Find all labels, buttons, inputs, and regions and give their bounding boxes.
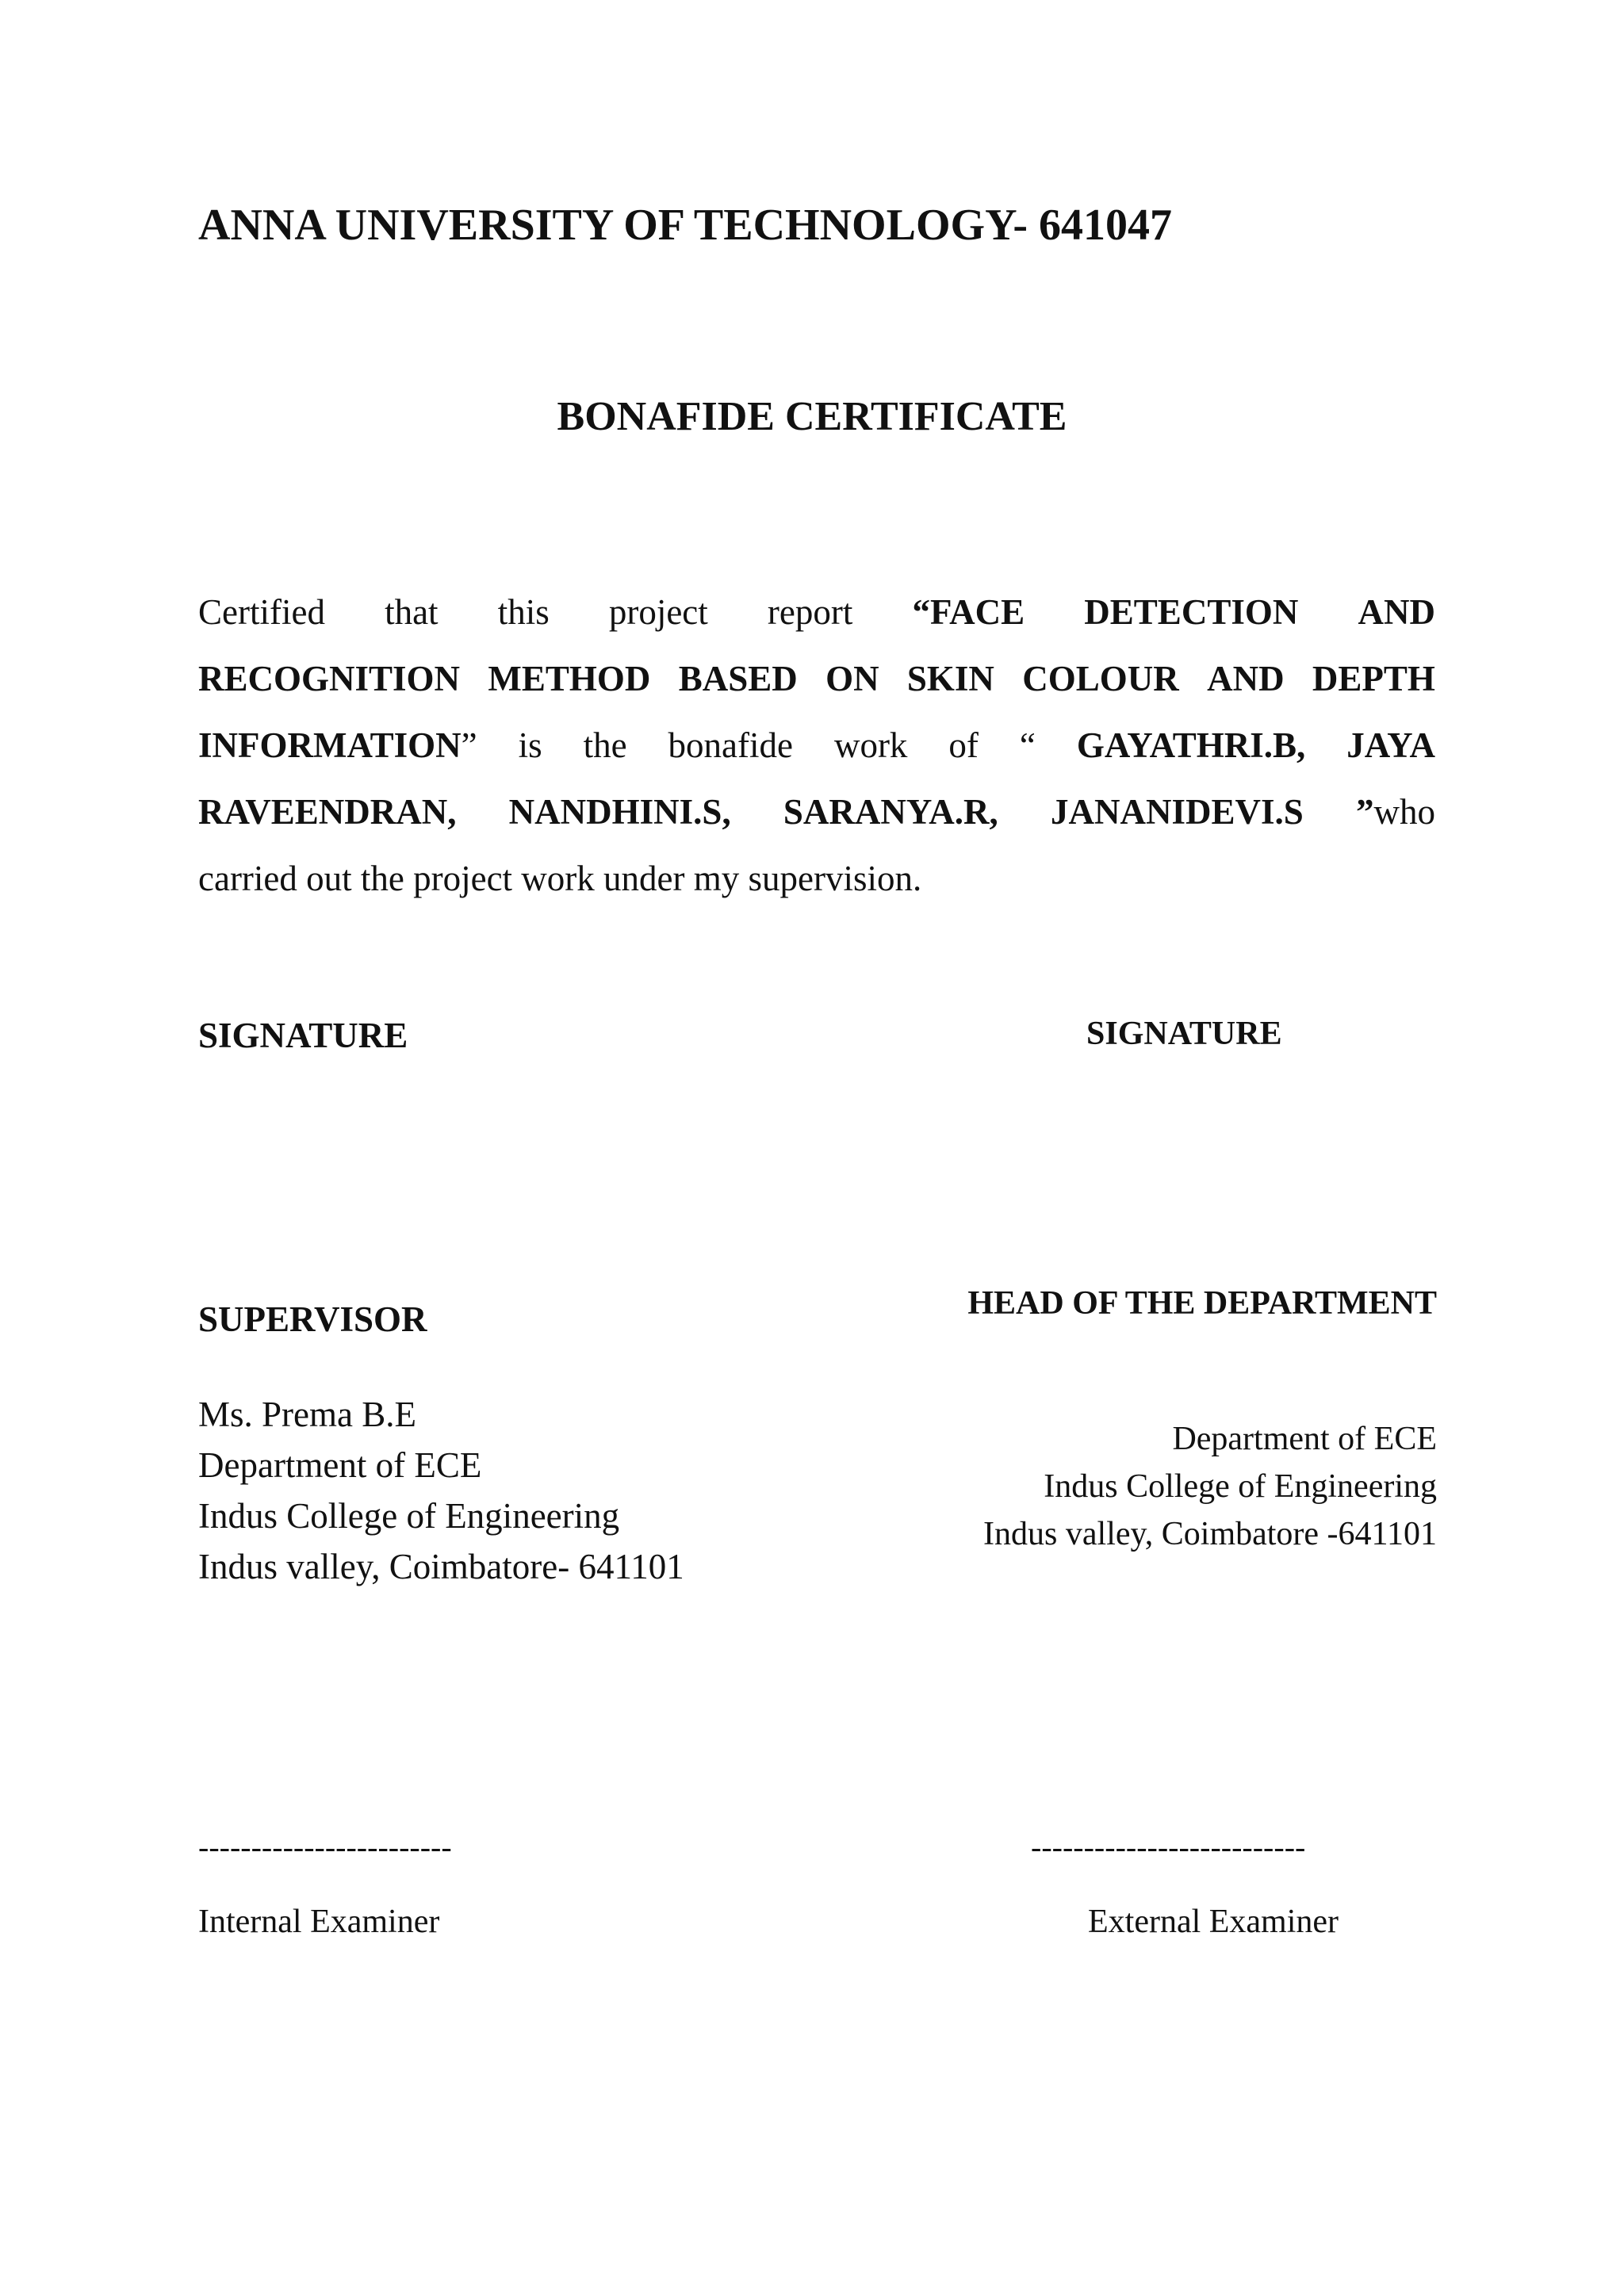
supervisor-name: Ms. Prema B.E — [198, 1395, 416, 1434]
supervisor-address: Indus valley, Coimbatore- 641101 — [198, 1547, 684, 1586]
project-title-word: AND — [1207, 659, 1285, 698]
paragraph-line-5: carried out the project work under my supervision. — [198, 859, 922, 898]
paragraph-line-1 — [198, 579, 1435, 645]
project-title-word: AND — [1358, 592, 1435, 632]
opening-quote: “ — [1019, 725, 1036, 765]
supervisor-signature-label: SIGNATURE — [198, 1016, 408, 1055]
text-word: project — [608, 592, 708, 632]
text-word-group — [198, 712, 477, 779]
text-word: bonafide — [668, 725, 793, 765]
text-word: of — [948, 725, 979, 765]
project-title-word: ON — [825, 659, 879, 698]
project-title-word: BASED — [678, 659, 798, 698]
text-word: this — [497, 592, 550, 632]
paragraph-line-4 — [198, 779, 1435, 845]
student-name: SARANYA.R, — [783, 792, 998, 832]
paragraph-line-2 — [198, 645, 1435, 712]
project-title-word: DEPTH — [1312, 659, 1435, 698]
university-title: ANNA UNIVERSITY OF TECHNOLOGY- 641047 — [198, 201, 1173, 250]
closing-quote: ” — [461, 725, 477, 765]
hod-details — [983, 1415, 1437, 1558]
external-examiner-label: External Examiner — [1088, 1904, 1339, 1940]
student-name: RAVEENDRAN, — [198, 792, 457, 832]
student-name: GAYATHRI.B, — [1076, 725, 1306, 765]
text-word: report — [767, 592, 853, 632]
external-examiner-signature-line: -------------------------- — [1031, 1829, 1306, 1865]
project-title-word: INFORMATION — [198, 725, 462, 765]
project-title-word: RECOGNITION — [198, 659, 461, 698]
text-word: Certified — [198, 592, 325, 632]
student-name: JANANIDEVI.S — [1050, 792, 1304, 832]
project-title-word: COLOUR — [1022, 659, 1179, 698]
supervisor-role: SUPERVISOR — [198, 1299, 427, 1339]
internal-examiner-signature-line: ------------------------ — [198, 1829, 452, 1865]
closing-quote: ” — [1355, 792, 1374, 832]
hod-role: HEAD OF THE DEPARTMENT — [967, 1285, 1437, 1322]
internal-examiner-label: Internal Examiner — [198, 1904, 440, 1940]
student-name: JAYA — [1346, 725, 1435, 765]
certificate-title: BONAFIDE CERTIFICATE — [557, 394, 1067, 439]
hod-address: Indus valley, Coimbatore -641101 — [983, 1516, 1437, 1552]
certificate-paragraph — [198, 579, 1435, 912]
text-word: is — [518, 725, 542, 765]
supervisor-department: Department of ECE — [198, 1445, 482, 1485]
text-word: who — [1373, 792, 1435, 832]
project-title-word: DETECTION — [1084, 592, 1299, 632]
supervisor-college: Indus College of Engineering — [198, 1496, 620, 1536]
project-title-word: METHOD — [488, 659, 651, 698]
project-title-word: SKIN — [906, 659, 994, 698]
supervisor-details — [198, 1389, 684, 1592]
paragraph-line-3 — [198, 712, 1435, 779]
text-word-group — [1356, 779, 1435, 845]
hod-signature-label: SIGNATURE — [1086, 1016, 1282, 1052]
text-word: the — [583, 725, 627, 765]
project-title-word: “FACE — [912, 592, 1025, 632]
text-word: that — [385, 592, 439, 632]
text-word: work — [833, 725, 908, 765]
hod-college: Indus College of Engineering — [1044, 1468, 1437, 1505]
student-name: NANDHINI.S, — [508, 792, 731, 832]
hod-department: Department of ECE — [1172, 1421, 1437, 1457]
